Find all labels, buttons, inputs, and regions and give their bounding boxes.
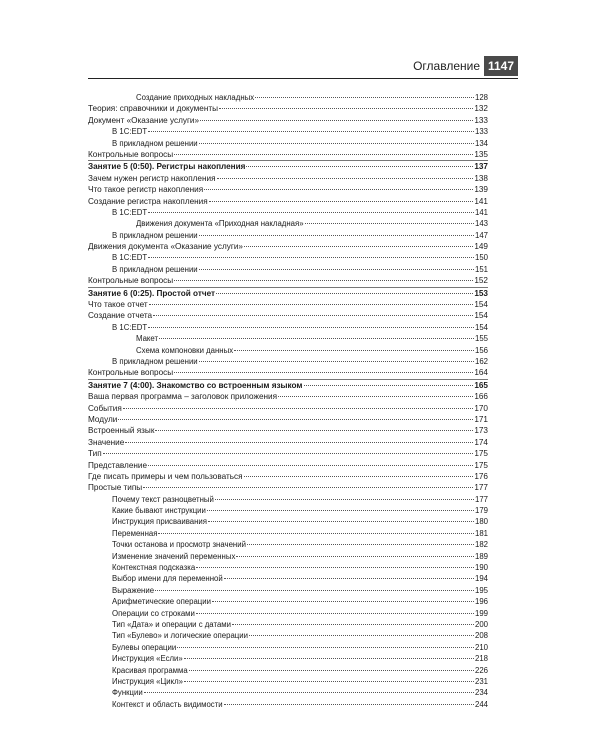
toc-page-number: 199 — [474, 608, 488, 618]
toc-entry[interactable] — [88, 322, 488, 333]
toc-entry[interactable] — [88, 460, 488, 471]
toc-entry[interactable] — [88, 539, 488, 550]
toc-entry[interactable] — [88, 630, 488, 641]
toc-dot-leader — [236, 556, 474, 557]
toc-dot-leader — [144, 692, 474, 693]
toc-dot-leader — [244, 246, 473, 247]
toc-page-number: 150 — [474, 253, 488, 263]
header-rule — [88, 78, 518, 79]
toc-page-number: 147 — [474, 230, 488, 240]
toc-entry[interactable] — [88, 345, 488, 356]
toc-dot-leader — [199, 361, 474, 362]
toc-entry[interactable] — [88, 230, 488, 241]
toc-page-number: 194 — [474, 574, 488, 584]
toc-entry[interactable] — [88, 551, 488, 562]
toc-entry-title: Где писать примеры и чем пользоваться — [88, 471, 243, 481]
toc-dot-leader — [217, 178, 474, 179]
toc-entry-title: Занятие 7 (4:00). Знакомство со встроенным языком — [88, 380, 303, 390]
toc-page-number: 154 — [474, 322, 488, 332]
toc-page-number: 176 — [474, 471, 488, 481]
toc-entry[interactable] — [88, 149, 488, 160]
toc-page-number: 137 — [474, 162, 488, 172]
toc-entry[interactable] — [88, 471, 488, 482]
toc-entry[interactable] — [88, 676, 488, 687]
toc-page-number: 190 — [474, 563, 488, 573]
toc-page-number: 153 — [474, 288, 488, 298]
toc-dot-leader — [219, 108, 473, 109]
toc-dot-leader — [123, 408, 474, 409]
toc-entry-title: Схема компоновки данных — [136, 345, 234, 355]
toc-page-number: 244 — [474, 699, 488, 709]
toc-dot-leader — [199, 269, 474, 270]
toc-dot-leader — [304, 385, 474, 386]
toc-entry[interactable] — [88, 184, 488, 195]
toc-page-number: 226 — [474, 665, 488, 675]
toc-page-number: 149 — [474, 242, 488, 252]
toc-page-number: 133 — [474, 115, 488, 125]
toc-entry[interactable] — [88, 414, 488, 425]
toc-page-number: 179 — [474, 506, 488, 516]
toc-page-number: 210 — [474, 642, 488, 652]
toc-page-number: 155 — [474, 334, 488, 344]
toc-entry-title: Зачем нужен регистр накопления — [88, 173, 216, 183]
toc-entry[interactable] — [88, 196, 488, 207]
toc-page-number: 177 — [474, 494, 488, 504]
table-of-contents — [88, 92, 488, 710]
toc-entry[interactable] — [88, 699, 488, 710]
toc-entry-title: В 1С:EDT — [112, 253, 148, 263]
toc-entry[interactable] — [88, 608, 488, 619]
toc-dot-leader — [207, 510, 474, 511]
toc-entry-title: Красивая программа — [112, 665, 188, 675]
toc-entry-title: В 1С:EDT — [112, 127, 148, 137]
toc-entry[interactable] — [88, 115, 488, 126]
toc-dot-leader — [305, 223, 474, 224]
toc-entry-title: Контрольные вопросы — [88, 276, 174, 286]
toc-page-number: 173 — [474, 426, 488, 436]
toc-entry-title: В 1С:EDT — [112, 207, 148, 217]
toc-dot-leader — [208, 521, 474, 522]
toc-entry[interactable] — [88, 653, 488, 664]
toc-entry-title: Создание отчета — [88, 311, 153, 321]
header-title: Оглавление — [413, 59, 480, 73]
toc-page-number: 138 — [474, 173, 488, 183]
toc-page-number: 141 — [474, 207, 488, 217]
toc-entry-title: Арифметические операции — [112, 597, 211, 607]
toc-dot-leader — [224, 578, 474, 579]
toc-dot-leader — [196, 613, 474, 614]
toc-dot-leader — [174, 372, 473, 373]
toc-entry-title: Занятие 5 (0:50). Регистры накопления — [88, 162, 246, 172]
toc-dot-leader — [143, 487, 473, 488]
toc-dot-leader — [209, 201, 474, 202]
toc-page-number: 170 — [474, 403, 488, 413]
toc-entry-title: Инструкция присваивания — [112, 517, 207, 527]
toc-entry[interactable] — [88, 665, 488, 676]
toc-entry[interactable] — [88, 218, 488, 229]
toc-entry-title: Занятие 6 (0:25). Простой отчет — [88, 288, 216, 298]
toc-dot-leader — [177, 647, 474, 648]
toc-dot-leader — [184, 658, 474, 659]
toc-dot-leader — [174, 280, 473, 281]
toc-page-number: 165 — [474, 380, 488, 390]
toc-entry-title: Какие бывают инструкции — [112, 506, 206, 516]
toc-page-number: 171 — [474, 414, 488, 424]
toc-entry[interactable] — [88, 333, 488, 344]
toc-entry[interactable] — [88, 138, 488, 149]
toc-dot-leader — [148, 212, 474, 213]
toc-dot-leader — [278, 396, 473, 397]
toc-page-number: 234 — [474, 688, 488, 698]
toc-entry-title: В прикладном решении — [112, 356, 198, 366]
toc-page-number: 218 — [474, 654, 488, 664]
toc-entry[interactable] — [88, 275, 488, 286]
toc-entry-title: Контрольные вопросы — [88, 149, 174, 159]
toc-entry[interactable] — [88, 252, 488, 263]
toc-entry-title: Движения документа «Оказание услуги» — [88, 242, 243, 252]
toc-dot-leader — [125, 442, 473, 443]
toc-page-number: 180 — [474, 517, 488, 527]
toc-entry[interactable] — [88, 356, 488, 367]
toc-entry-title: Документ «Оказание услуги» — [88, 115, 200, 125]
toc-entry-title: Встроенный язык — [88, 426, 155, 436]
toc-page-number: 174 — [474, 437, 488, 447]
toc-entry-title: Что такое регистр накопления — [88, 185, 204, 195]
toc-entry[interactable] — [88, 573, 488, 584]
toc-entry[interactable] — [88, 241, 488, 252]
toc-entry[interactable] — [88, 687, 488, 698]
toc-page-number: 141 — [474, 196, 488, 206]
toc-dot-leader — [148, 257, 474, 258]
toc-page-number: 195 — [474, 585, 488, 595]
toc-page-number: 231 — [474, 676, 488, 686]
toc-entry-title: Переменная — [112, 528, 158, 538]
toc-page-number: 132 — [474, 104, 488, 114]
toc-page-number: 181 — [474, 528, 488, 538]
toc-dot-leader — [155, 430, 473, 431]
toc-entry-title: Функции — [112, 688, 143, 698]
toc-page-number: 133 — [474, 127, 488, 137]
toc-dot-leader — [189, 670, 474, 671]
toc-page-number: 166 — [474, 392, 488, 402]
toc-dot-leader — [196, 567, 474, 568]
toc-entry[interactable] — [88, 448, 488, 459]
toc-dot-leader — [103, 453, 474, 454]
toc-page-number: 164 — [474, 368, 488, 378]
toc-entry-title: Ваша первая программа – заголовок приложения — [88, 392, 278, 402]
toc-page-number: 156 — [474, 345, 488, 355]
toc-entry[interactable] — [88, 596, 488, 607]
toc-entry-title: Что такое отчет — [88, 300, 148, 310]
toc-dot-leader — [153, 315, 473, 316]
toc-entry-title: Тип «Булево» и логические операции — [112, 631, 248, 641]
toc-dot-leader — [204, 189, 473, 190]
toc-dot-leader — [234, 350, 474, 351]
toc-page-number: 208 — [474, 631, 488, 641]
toc-dot-leader — [148, 465, 473, 466]
toc-entry[interactable] — [88, 103, 488, 114]
toc-page-number: 182 — [474, 540, 488, 550]
toc-entry[interactable] — [88, 619, 488, 630]
toc-entry[interactable] — [88, 516, 488, 527]
toc-entry-title: Простые типы — [88, 483, 143, 493]
toc-dot-leader — [216, 293, 473, 294]
toc-dot-leader — [255, 97, 474, 98]
toc-entry-title: Почему текст разноцветный — [112, 494, 214, 504]
toc-entry[interactable] — [88, 528, 488, 539]
toc-dot-leader — [224, 704, 474, 705]
toc-entry-title: Макет — [136, 334, 159, 344]
toc-page-number: 162 — [474, 356, 488, 366]
toc-page-number: 128 — [474, 93, 488, 102]
toc-dot-leader — [118, 419, 473, 420]
toc-dot-leader — [159, 338, 474, 339]
toc-dot-leader — [199, 235, 474, 236]
toc-dot-leader — [155, 590, 474, 591]
toc-entry-title: Инструкция «Если» — [112, 654, 183, 664]
toc-dot-leader — [200, 120, 473, 121]
toc-entry-title: События — [88, 403, 122, 413]
toc-entry-title: Булевы операции — [112, 642, 177, 652]
toc-entry-title: Контекстная подсказка — [112, 563, 196, 573]
toc-entry[interactable] — [88, 126, 488, 137]
toc-page-number: 139 — [474, 185, 488, 195]
toc-entry-title: Тип — [88, 449, 102, 459]
toc-entry[interactable] — [88, 173, 488, 184]
toc-dot-leader — [148, 327, 474, 328]
toc-entry-title: Значение — [88, 437, 125, 447]
toc-entry[interactable] — [88, 585, 488, 596]
toc-dot-leader — [149, 304, 474, 305]
toc-page-number: 177 — [474, 483, 488, 493]
toc-entry-title: Выражение — [112, 585, 155, 595]
toc-entry-title: Контекст и область видимости — [112, 699, 223, 709]
toc-dot-leader — [148, 131, 474, 132]
toc-entry[interactable] — [88, 437, 488, 448]
toc-page-number: 196 — [474, 597, 488, 607]
toc-entry[interactable] — [88, 642, 488, 653]
toc-dot-leader — [184, 681, 474, 682]
toc-page-number: 154 — [474, 300, 488, 310]
toc-entry-title: Тип «Дата» и операции с датами — [112, 619, 232, 629]
toc-chapter-entry[interactable] — [88, 160, 488, 172]
toc-dot-leader — [247, 544, 474, 545]
toc-entry[interactable] — [88, 367, 488, 378]
toc-dot-leader — [249, 635, 474, 636]
toc-page-number: 151 — [474, 264, 488, 274]
toc-entry[interactable] — [88, 403, 488, 414]
toc-entry[interactable] — [88, 264, 488, 275]
toc-entry-title: Движения документа «Приходная накладная» — [136, 219, 304, 229]
toc-entry-title: Изменение значений переменных — [112, 551, 236, 561]
page-number-badge: 1147 — [484, 56, 518, 76]
toc-entry-title: В прикладном решении — [112, 264, 198, 274]
toc-page-number: 135 — [474, 149, 488, 159]
toc-chapter-entry[interactable] — [88, 287, 488, 299]
toc-page-number: 175 — [474, 449, 488, 459]
toc-page-number: 175 — [474, 460, 488, 470]
toc-dot-leader — [174, 154, 473, 155]
toc-entry-title: Операции со строками — [112, 608, 195, 618]
toc-dot-leader — [232, 624, 474, 625]
toc-entry-title: Модули — [88, 414, 118, 424]
toc-entry[interactable] — [88, 207, 488, 218]
toc-entry[interactable] — [88, 562, 488, 573]
toc-entry-title: В прикладном решении — [112, 138, 198, 148]
toc-entry-title: В 1С:EDT — [112, 322, 148, 332]
toc-page-number: 143 — [474, 219, 488, 229]
toc-entry-title: Теория: справочники и документы — [88, 104, 219, 114]
toc-dot-leader — [215, 499, 474, 500]
toc-dot-leader — [212, 601, 474, 602]
toc-page-number: 154 — [474, 311, 488, 321]
toc-entry-title: Контрольные вопросы — [88, 368, 174, 378]
toc-entry[interactable] — [88, 494, 488, 505]
toc-dot-leader — [244, 476, 474, 477]
toc-entry[interactable] — [88, 482, 488, 493]
page-header — [88, 56, 518, 78]
toc-page-number: 152 — [474, 276, 488, 286]
toc-entry-title: Представление — [88, 460, 148, 470]
toc-entry[interactable] — [88, 310, 488, 321]
toc-entry-title: Выбор имени для переменной — [112, 574, 223, 584]
toc-page-number: 134 — [474, 138, 488, 148]
toc-entry-title: Точки останова и просмотр значений — [112, 540, 246, 550]
toc-entry[interactable] — [88, 299, 488, 310]
toc-chapter-entry[interactable] — [88, 379, 488, 391]
toc-entry[interactable] — [88, 391, 488, 402]
toc-dot-leader — [158, 533, 474, 534]
toc-entry[interactable] — [88, 425, 488, 436]
toc-entry-title: Создание приходных накладных — [136, 93, 255, 102]
toc-entry[interactable] — [88, 505, 488, 516]
toc-entry-title: Инструкция «Цикл» — [112, 676, 183, 686]
toc-entry-title: В прикладном решении — [112, 230, 198, 240]
toc-page-number: 200 — [474, 619, 488, 629]
toc-dot-leader — [199, 143, 474, 144]
toc-entry[interactable] — [88, 92, 488, 103]
toc-entry-title: Создание регистра накопления — [88, 196, 208, 206]
toc-page-number: 189 — [474, 551, 488, 561]
toc-dot-leader — [246, 166, 473, 167]
